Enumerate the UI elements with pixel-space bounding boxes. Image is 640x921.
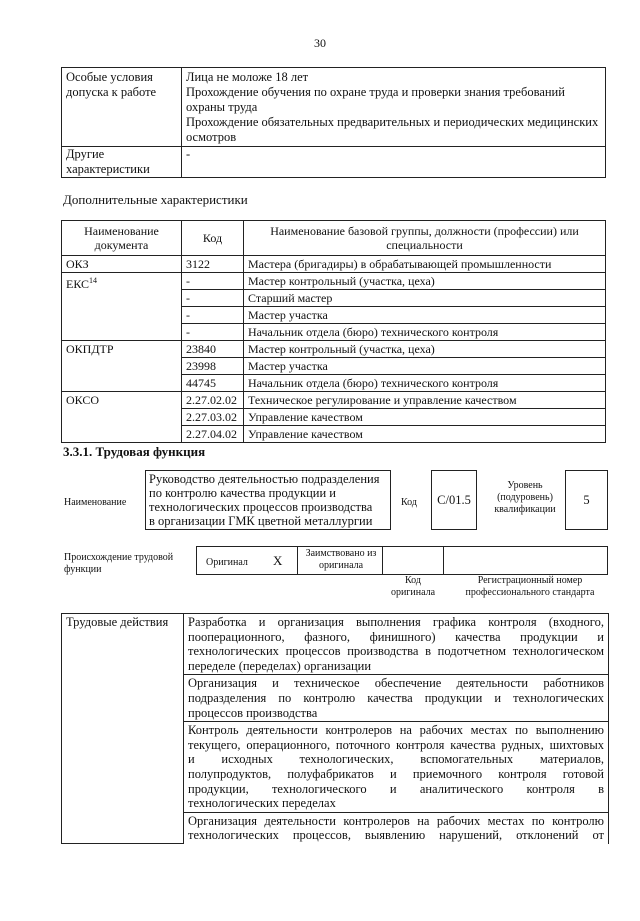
code-cell: - [182,307,244,324]
name-cell: Начальник отдела (бюро) технического контроля [244,324,606,341]
access-conditions-table [61,67,606,178]
access-label: Особые условия допуска к работе [62,68,182,147]
additional-table [61,220,606,443]
action-line: технологических процессов производства в подотчетном технологическом [188,644,604,659]
page-number: 30 [314,36,326,50]
function-name-line: в организации ГМК цветной металлургии [149,514,373,528]
action-item [184,614,609,675]
action-line: технологических процессов, выявлению нарушений, отклонений от [188,828,604,843]
name-cell: Мастера (бригадиры) в обрабатывающей промышленности [244,256,606,273]
section-heading: 3.3.1. Трудовая функция [63,444,206,459]
code-cell: 3122 [182,256,244,273]
name-cell: Мастер участка [244,358,606,375]
doc-cell-eks [62,273,182,341]
table-row [62,341,606,358]
code-value-box [431,470,477,530]
access-line: Прохождение обучения по охране труда и проверки знания требований охраны труда [186,85,565,114]
level-label: Уровень (подуровень) квалификации [494,480,556,515]
action-line: текущего, операционного, поточного контроля качества рудных, шихтовых [188,737,604,752]
level-value-box [565,470,608,530]
action-line: Организация деятельности контролеров на рабочих местах по контролю [188,813,604,828]
code-cell: - [182,290,244,307]
labor-actions-table [61,613,609,844]
code-cell: - [182,273,244,290]
origin-divider-3 [443,546,444,575]
function-name-line: Руководство деятельностью подразделения [149,472,380,486]
name-cell: Мастер контрольный (участка, цеха) [244,273,606,290]
name-cell: Мастер участка [244,307,606,324]
action-line: Контроль деятельности контролеров на рабочих местах по выполнению [188,723,604,738]
name-cell: Управление качеством [244,426,606,443]
name-cell: Техническое регулирование и управление качеством [244,392,606,409]
access-line: Прохождение обязательных предварительных и периодических медицинских осмотров [186,115,599,144]
origin-box [196,546,608,575]
table-row [62,273,606,290]
name-cell: Управление качеством [244,409,606,426]
action-line: пооперационного, фазного, финишного) качества продукции и [188,629,604,644]
code-value: C/01.5 [437,492,471,507]
function-name-box [145,470,391,530]
action-line: и исходных технологических, вспомогательных материалов, [188,752,604,767]
table-row [62,147,606,178]
table-row [62,256,606,273]
action-line: технологических переделах [188,796,336,811]
name-cell: Начальник отдела (бюро) технического контроля [244,375,606,392]
code-cell: 23998 [182,358,244,375]
table-row [62,392,606,409]
table-header-row [62,221,606,256]
name-cell: Старший мастер [244,290,606,307]
access-values [182,68,606,147]
table-row [62,68,606,147]
action-line: переделе (переделах) организации [188,658,372,673]
code-cell: - [182,324,244,341]
level-value: 5 [583,492,590,507]
action-item [184,812,609,844]
code-cell: 2.27.04.02 [182,426,244,443]
other-label: Другие характеристики [62,147,182,178]
code-cell: 2.27.03.02 [182,409,244,426]
code-cell: 44745 [182,375,244,392]
doc-cell-okso: ОКСО [62,392,182,443]
action-line: продукции, технологического и аналитического контроля в [188,781,604,796]
code-label: Код [401,497,417,508]
action-line: процессов производства [188,705,318,720]
header-doc: Наименование документа [62,221,182,256]
additional-heading: Дополнительные характеристики [63,192,248,207]
code-cell: 23840 [182,341,244,358]
borrowed-label: Заимствовано из оригинала [305,548,377,571]
action-line: Организация и техническое обеспечение деятельности работников [188,676,604,691]
registration-label: Регистрационный номер профессионального стандарта [465,575,595,598]
doc-cell-okpdtr: ОКПДТР [62,341,182,392]
action-item [184,675,609,722]
code-cell: 2.27.02.02 [182,392,244,409]
name-cell: Мастер контрольный (участка, цеха) [244,341,606,358]
origin-divider-2 [382,546,383,575]
action-line: Разработка и организация выполнения графика контроля (входного, [188,615,604,629]
header-code: Код [182,221,244,256]
origin-label: Происхождение трудовой функции [64,552,174,575]
doc-text: ЕКС [66,277,90,291]
function-name-line: по контролю качества продукции и [149,486,336,500]
original-label: Оригинал [206,557,248,568]
other-value: - [182,147,606,178]
action-line: подразделения по контролю качества продукции и технологических [188,690,604,705]
action-item [184,722,609,813]
origin-divider-1 [297,546,298,575]
header-name: Наименование базовой группы, должности (профессии) или специальности [244,221,606,256]
access-line: Лица не моложе 18 лет [186,70,309,84]
footnote-marker: 14 [89,276,98,285]
actions-label: Трудовые действия [62,614,184,844]
table-row [62,614,609,675]
function-name-line: технологических процессов производства [149,500,373,514]
name-label: Наименование [64,497,127,508]
doc-cell: ОКЗ [62,256,182,273]
original-mark: X [273,553,283,568]
code-original-label: Код оригинала [390,575,436,598]
action-line: полупродуктов, полуфабрикатов и приемочного контроля готовой [188,766,604,781]
